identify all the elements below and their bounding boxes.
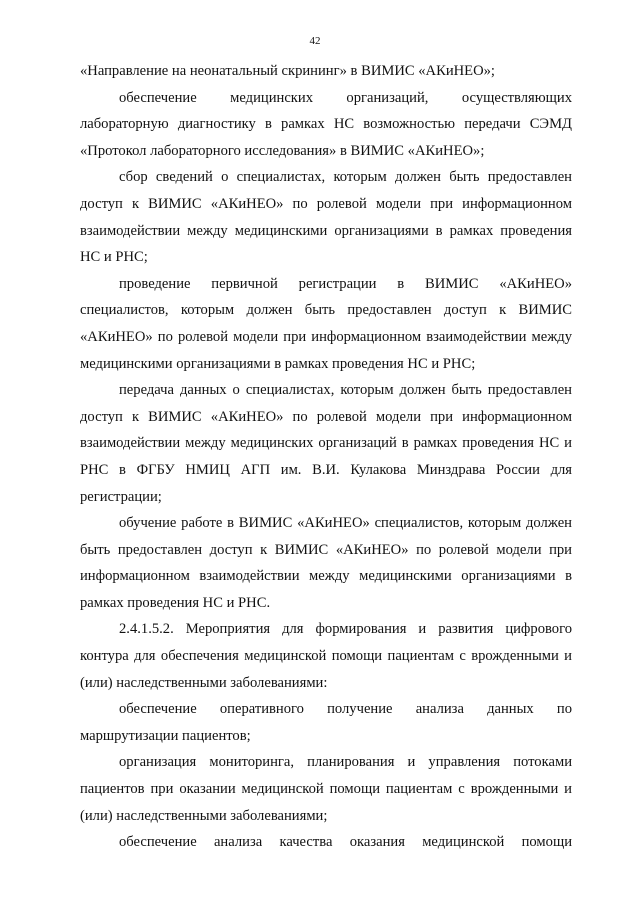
paragraph-training: обучение работе в ВИМИС «АКиНЕО» специалистов, которым должен быть предоставлен доступ к ВИМИС «АКиНЕО» по ролевой модели при информационном взаимодействии между медицинскими организациями в рамках проведения НС и РНС.	[80, 515, 572, 611]
paragraph-monitoring-planning: организация мониторинга, планирования и управления потоками пациентов при оказании медицинской помощи пациентам с врожденными и (или) наследственными заболеваниями;	[80, 754, 572, 824]
paragraph-initial-registration: проведение первичной регистрации в ВИМИС «АКиНЕО» специалистов, которым должен быть предоставлен доступ к ВИМИС «АКиНЕО» по ролевой модели при информационном взаимодействии между медицинскими организациями в рамках проведения НС и РНС;	[80, 275, 572, 372]
paragraph-lab-diagnostics: обеспечение медицинских организаций, осуществляющих лабораторную диагностику в рамках НС возможностью передачи СЭМД «Протокол лабораторного исследования» в ВИМИС «АКиНЕО»;	[80, 89, 572, 159]
paragraph-specialist-data-collection: сбор сведений о специалистах, которым должен быть предоставлен доступ к ВИМИС «АКиНЕО» по ролевой модели при информационном взаимодействии между медицинскими организациями в рамках проведения НС и РНС;	[80, 169, 572, 266]
paragraph-quality-analysis: обеспечение анализа качества оказания медицинской помощи	[119, 834, 572, 851]
paragraph-data-transfer: передача данных о специалистах, которым должен быть предоставлен доступ к ВИМИС «АКиНЕО» по ролевой модели при информационном взаимодействии между медицинских организаций в рамках проведения НС и РНС в ФГБУ НМИЦ АГП им. В.И. Кулакова Минздрава России для регистрации;	[80, 382, 572, 505]
document-body	[80, 58, 572, 856]
paragraph-continuation: «Направление на неонатальный скрининг» в ВИМИС «АКиНЕО»;	[80, 63, 495, 79]
paragraph-routing-analysis: обеспечение оперативного получение анализа данных по маршрутизации пациентов;	[80, 701, 572, 744]
page-number: 42	[309, 35, 321, 47]
paragraph-section-2-4-1-5-2: 2.4.1.5.2. Мероприятия для формирования и развития цифрового контура для обеспечения медицинской помощи пациентам с врожденными и (или) наследственными заболеваниями:	[80, 621, 572, 691]
